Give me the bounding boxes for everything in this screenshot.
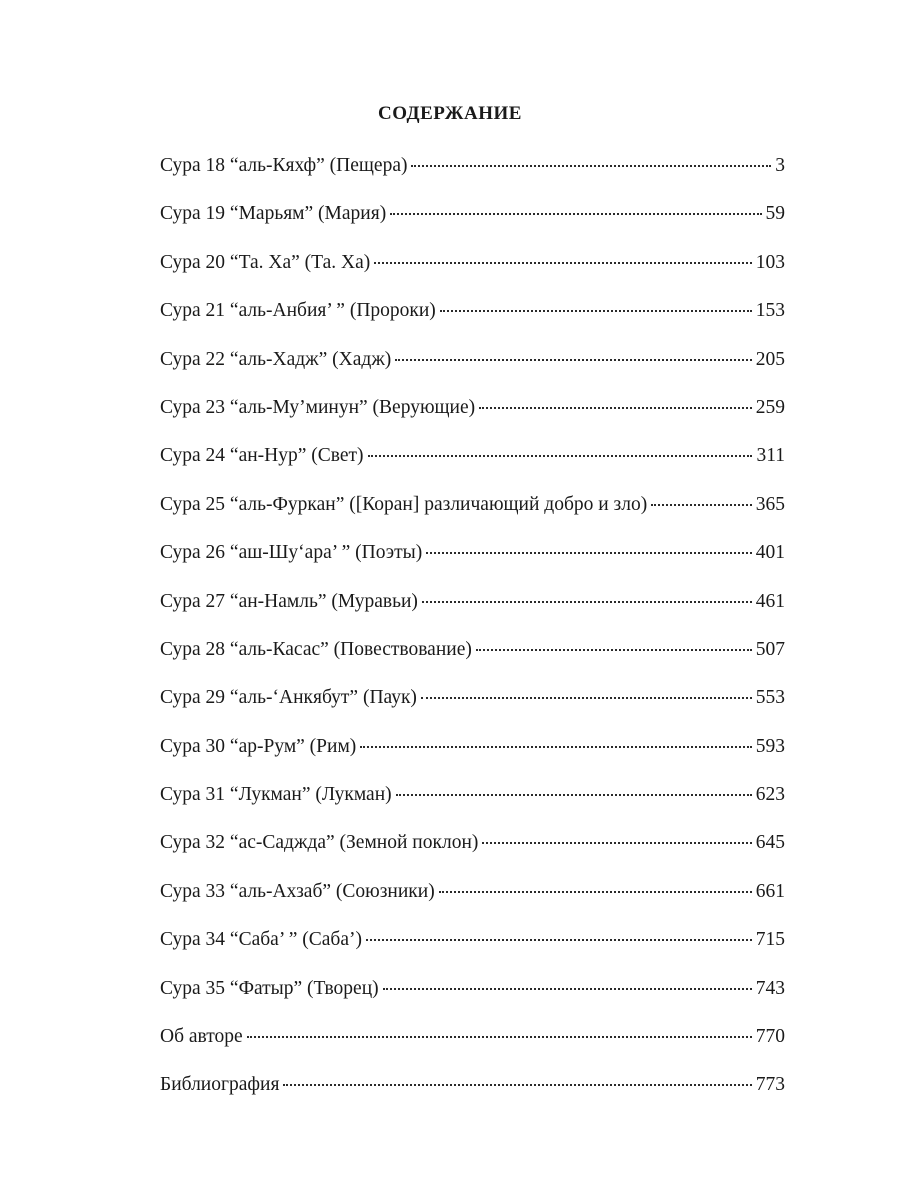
toc-entry-label: Об авторе — [160, 1026, 243, 1048]
toc-entry-label: Сура 27 “ан-Намль” (Муравьи) — [160, 590, 418, 612]
toc-entry-label: Сура 22 “аль-Хадж” (Хадж) — [160, 348, 392, 370]
dot-leader — [422, 601, 752, 603]
toc-entry-label: Библиография — [160, 1074, 280, 1096]
dot-leader — [440, 310, 752, 312]
dot-leader — [360, 746, 751, 748]
toc-entry-label: Сура 33 “аль-Ахзаб” (Союзники) — [160, 880, 435, 902]
toc-entry — [160, 342, 785, 390]
dot-leader — [479, 407, 752, 409]
table-of-contents — [160, 148, 785, 1116]
toc-entry — [160, 971, 785, 1019]
toc-entry-page-number: 461 — [755, 590, 785, 612]
toc-entry — [160, 293, 785, 341]
toc-entry-page-number: 259 — [755, 396, 785, 418]
toc-entry-label: Сура 24 “ан-Нур” (Свет) — [160, 445, 364, 467]
dot-leader — [426, 552, 752, 554]
toc-entry-label: Сура 21 “аль-Анбия’ ” (Пророки) — [160, 300, 436, 322]
dot-leader — [383, 988, 752, 990]
toc-entry-page-number: 645 — [755, 832, 785, 854]
dot-leader — [482, 842, 751, 844]
dot-leader — [368, 455, 753, 457]
toc-entry — [160, 196, 785, 244]
toc-entry-label: Сура 32 “ас-Саджда” (Земной поклон) — [160, 832, 479, 854]
toc-entry — [160, 438, 785, 486]
toc-entry — [160, 584, 785, 632]
dot-leader — [366, 939, 752, 941]
toc-entry-page-number: 103 — [755, 251, 785, 273]
toc-entry-page-number: 773 — [755, 1074, 785, 1096]
toc-entry-page-number: 623 — [755, 784, 785, 806]
toc-entry-page-number: 593 — [755, 735, 785, 757]
toc-entry — [160, 535, 785, 583]
toc-entry-page-number: 770 — [755, 1026, 785, 1048]
toc-entry — [160, 148, 785, 196]
toc-entry-label: Сура 23 “аль-Му’минун” (Верующие) — [160, 396, 476, 418]
toc-entry-page-number: 661 — [755, 880, 785, 902]
toc-entry — [160, 777, 785, 825]
toc-entry-label: Сура 28 “аль-Касас” (Повествование) — [160, 638, 472, 660]
dot-leader — [439, 891, 752, 893]
dot-leader — [374, 262, 752, 264]
toc-entry-page-number: 715 — [755, 929, 785, 951]
toc-entry — [160, 390, 785, 438]
toc-entry-page-number: 59 — [765, 203, 785, 225]
dot-leader — [651, 504, 752, 506]
toc-entry — [160, 874, 785, 922]
toc-entry-label: Сура 35 “Фатыр” (Творец) — [160, 977, 379, 999]
toc-entry-label: Сура 18 “аль-Кяхф” (Пещера) — [160, 155, 408, 176]
dot-leader — [476, 649, 752, 651]
toc-entry-page-number: 743 — [755, 977, 785, 999]
toc-entry-label: Сура 34 “Саба’ ” (Саба’) — [160, 929, 362, 951]
toc-entry-label: Сура 26 “аш-Шу‘ара’ ” (Поэты) — [160, 542, 423, 564]
toc-entry — [160, 487, 785, 535]
toc-entry — [160, 1067, 785, 1115]
dot-leader — [283, 1084, 751, 1086]
toc-entry-page-number: 3 — [775, 155, 785, 176]
page-title: СОДЕРЖАНИЕ — [378, 103, 522, 124]
toc-entry-page-number: 507 — [755, 638, 785, 660]
toc-entry-label: Сура 30 “ар-Рум” (Рим) — [160, 735, 357, 757]
toc-entry — [160, 680, 785, 728]
toc-entry-label: Сура 20 “Та. Ха” (Та. Ха) — [160, 251, 371, 273]
toc-entry — [160, 825, 785, 873]
dot-leader — [421, 697, 752, 699]
toc-entry — [160, 245, 785, 293]
toc-entry-label: Сура 25 “аль-Фуркан” ([Коран] различающий добро и зло) — [160, 493, 648, 515]
dot-leader — [395, 359, 751, 361]
dot-leader — [247, 1036, 752, 1038]
toc-entry-label: Сура 31 “Лукман” (Лукман) — [160, 784, 392, 806]
toc-entry-label: Сура 19 “Марьям” (Мария) — [160, 203, 387, 225]
toc-entry — [160, 922, 785, 970]
toc-entry-page-number: 311 — [756, 445, 785, 467]
toc-entry-page-number: 365 — [755, 493, 785, 515]
dot-leader — [396, 794, 752, 796]
toc-entry-page-number: 401 — [755, 542, 785, 564]
toc-entry-page-number: 205 — [755, 348, 785, 370]
toc-entry — [160, 1019, 785, 1067]
toc-entry — [160, 632, 785, 680]
toc-entry — [160, 729, 785, 777]
toc-entry-page-number: 153 — [755, 300, 785, 322]
dot-leader — [411, 165, 771, 167]
toc-entry-label: Сура 29 “аль-‘Анкябут” (Паук) — [160, 687, 417, 709]
toc-entry-page-number: 553 — [755, 687, 785, 709]
dot-leader — [390, 213, 761, 215]
